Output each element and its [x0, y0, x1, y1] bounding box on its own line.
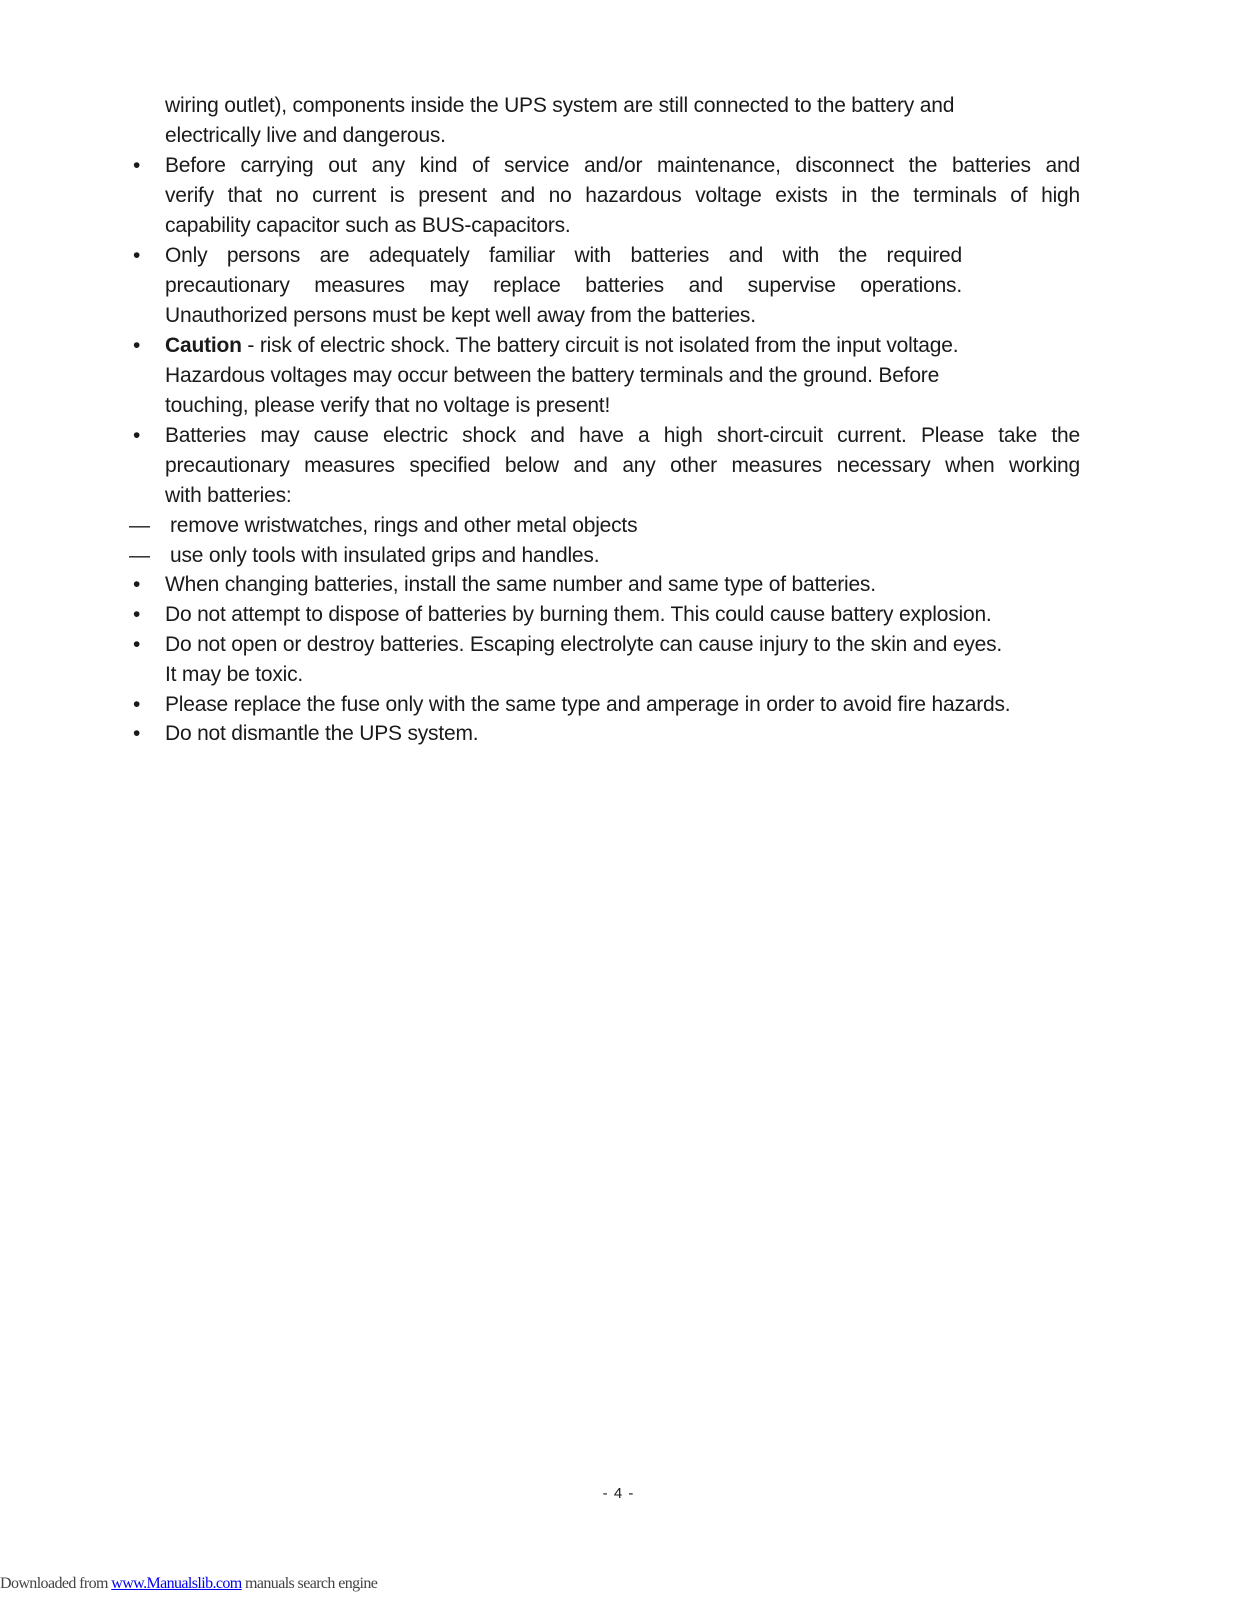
caution-label: Caution — [165, 334, 242, 357]
bullet-marker: • — [133, 693, 141, 716]
persons-line-3: Unauthorized persons must be kept well away from the batteries. — [165, 304, 756, 327]
footer-prefix: Downloaded from — [0, 1575, 112, 1592]
fuse-line: Please replace the fuse only with the same type and amperage in order to avoid fire hazards. — [165, 693, 1011, 716]
manualslib-link[interactable]: www.Manualslib.com — [111, 1575, 242, 1592]
shock-line-1: Batteries may cause electric shock and have a high short-circuit current. Please take the — [165, 424, 1080, 447]
dash-item-wristwatches: remove wristwatches, rings and other metal objects — [170, 514, 638, 537]
caution-line-1-text: - risk of electric shock. The battery circuit is not isolated from the input voltage. — [241, 334, 959, 357]
bullet-marker: • — [133, 603, 141, 626]
continuation-line-2: electrically live and dangerous. — [165, 124, 446, 147]
caution-line-2: Hazardous voltages may occur between the battery terminals and the ground. Before — [165, 364, 940, 387]
dismantle-line: Do not dismantle the UPS system. — [165, 722, 479, 745]
caution-line-1 — [165, 331, 958, 361]
dash-item-tools: use only tools with insulated grips and handles. — [170, 544, 600, 567]
footer-suffix: manuals search engine — [241, 1575, 378, 1592]
dispose-batteries-line: Do not attempt to dispose of batteries by burning them. This could cause battery explosion. — [165, 603, 992, 626]
bullet-marker: • — [133, 573, 141, 596]
bullet-marker: • — [133, 334, 141, 357]
bullet-marker: • — [133, 244, 141, 267]
service-line-1: Before carrying out any kind of service and/or maintenance, disconnect the batteries and — [165, 154, 1080, 177]
persons-line-2: precautionary measures may replace batteries and supervise operations. — [165, 274, 962, 297]
continuation-line-1: wiring outlet), components inside the UPS system are still connected to the battery and — [165, 94, 955, 117]
service-line-2: verify that no current is present and no hazardous voltage exists in the terminals of high — [165, 184, 1080, 207]
bullet-marker: • — [133, 154, 141, 177]
open-batteries-line-1: Do not open or destroy batteries. Escaping electrolyte can cause injury to the skin and eyes. — [165, 633, 1003, 656]
open-batteries-line-2: It may be toxic. — [165, 663, 304, 686]
changing-batteries-line: When changing batteries, install the same number and same type of batteries. — [165, 573, 876, 596]
service-line-3: capability capacitor such as BUS-capacitors. — [165, 214, 571, 237]
dash-marker: — — [129, 514, 150, 537]
dash-marker: — — [129, 544, 150, 567]
bullet-marker: • — [133, 633, 141, 656]
bullet-marker: • — [133, 722, 141, 745]
bullet-marker: • — [133, 424, 141, 447]
download-footer — [0, 1574, 377, 1594]
page-number: - 4 - — [602, 1485, 635, 1502]
persons-line-1: Only persons are adequately familiar with batteries and with the required — [165, 244, 962, 267]
shock-line-2: precautionary measures specified below and any other measures necessary when working — [165, 454, 1080, 477]
caution-line-3: touching, please verify that no voltage is present! — [165, 394, 611, 417]
shock-line-3: with batteries: — [165, 484, 292, 507]
